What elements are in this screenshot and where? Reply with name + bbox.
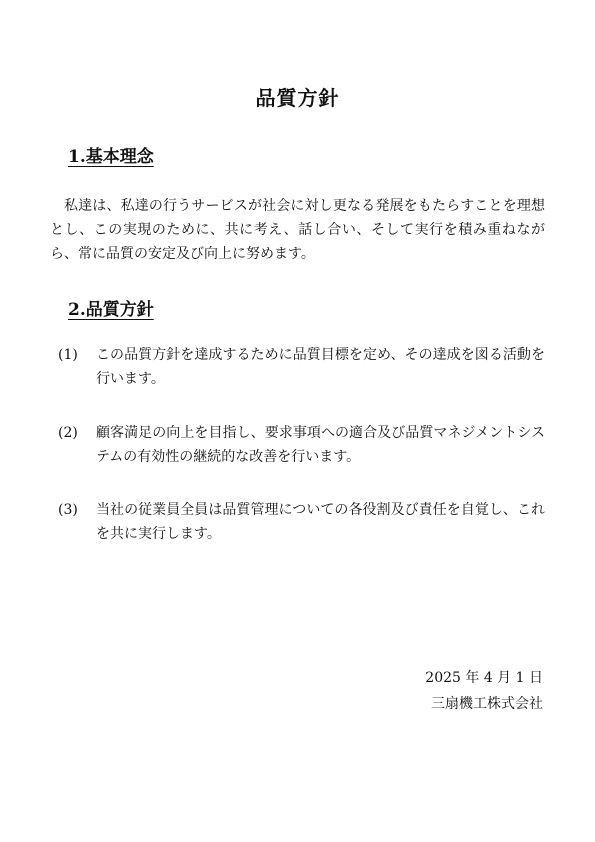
- policy-item-text: 当社の従業員全員は品質管理についての各役割及び責任を自覚し、これを共に実行します。: [96, 502, 545, 542]
- document-title: 品質方針: [255, 86, 340, 110]
- policy-item-text: この品質方針を達成するために品質目標を定め、その達成を図る活動を行います。: [96, 347, 545, 387]
- policy-item-number: (2): [58, 425, 78, 441]
- policy-item-number: (3): [58, 502, 78, 518]
- policy-item: [58, 343, 545, 391]
- policy-item-text: 顧客満足の向上を目指し、要求事項への適合及び品質マネジメントシステムの有効性の継続的な改善を行います。: [96, 425, 545, 465]
- section-heading-quality-policy: 2.品質方針: [68, 300, 154, 320]
- section-heading-basic-philosophy: 1.基本理念: [68, 147, 154, 167]
- company-name: 三扇機工株式会社: [431, 696, 543, 712]
- policy-item-number: (1): [58, 347, 78, 363]
- policy-item: [58, 498, 545, 546]
- basic-philosophy-paragraph: 私達は、私達の行うサービスが社会に対し更なる発展をもたらすことを理想とし、この実現のために、共に考え、話し合い、そして実行を積み重ねながら、常に品質の安定及び向上に努めます。: [50, 198, 545, 262]
- policy-item: [58, 421, 545, 469]
- issue-date: 2025 年 4 月 1 日: [425, 670, 543, 686]
